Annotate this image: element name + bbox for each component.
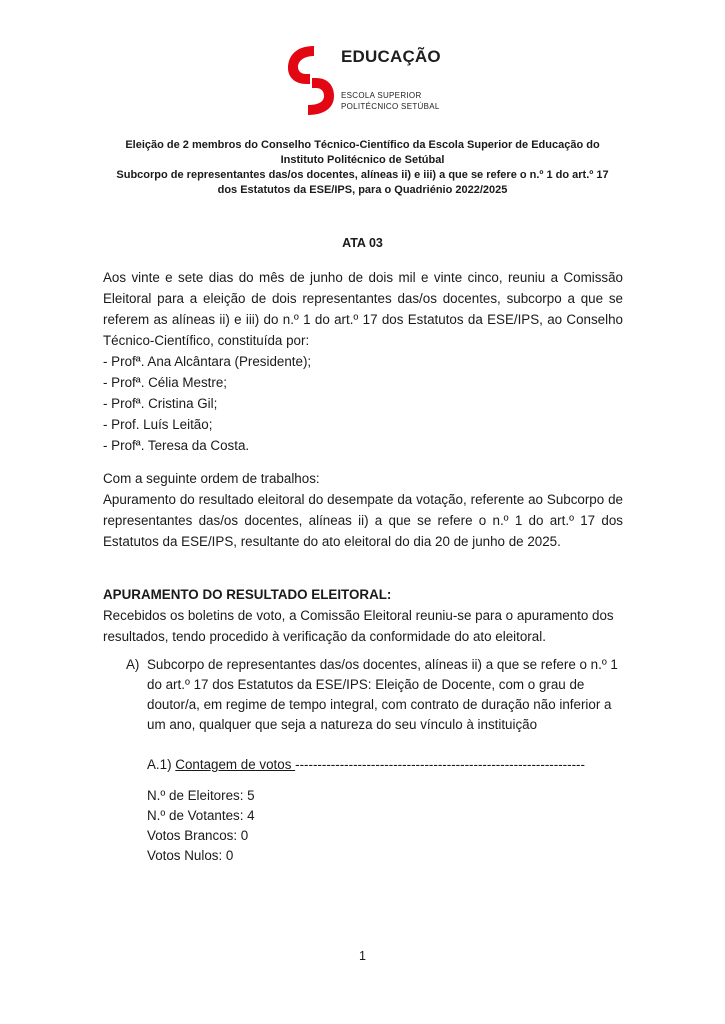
member-item: - Profª. Cristina Gil; [103, 396, 218, 411]
heading-line: Eleição de 2 membros do Conselho Técnico-Científico da Escola Superior de Educação do [125, 139, 600, 151]
heading-line: Instituto Politécnico de Setúbal [280, 154, 445, 166]
member-item: - Profª. Ana Alcântara (Presidente); [103, 354, 312, 369]
intro-section [103, 267, 623, 456]
apuramento-paragraph: Recebidos os boletins de voto, a Comissão Eleitoral reuniu-se para o apuramento dos resultados, tendo procedido à verificação da conformidade do ato eleitoral. [103, 608, 614, 644]
section-title: APURAMENTO DO RESULTADO ELEITORAL: [103, 587, 392, 602]
dash-leader: ----------------------------------------------------------------- [295, 757, 585, 772]
heading-line: dos Estatutos da ESE/IPS, para o Quadriénio 2022/2025 [217, 184, 508, 196]
apuramento-section [103, 584, 623, 647]
subsection-title: Contagem de votos [175, 757, 296, 772]
logo-title: EDUCAÇÃO [341, 47, 441, 66]
page-number: 1 [359, 949, 366, 963]
ips-education-logo [286, 44, 446, 116]
logo-s-mark-icon [286, 44, 336, 116]
count-eleitores: N.º de Eleitores: 5 [147, 788, 255, 803]
member-item: - Prof. Luís Leitão; [103, 417, 213, 432]
document-heading [80, 138, 645, 198]
agenda-label: Com a seguinte ordem de trabalhos: [103, 471, 320, 486]
count-votantes: N.º de Votantes: 4 [147, 808, 255, 823]
subsection-number: A.1) [147, 757, 176, 772]
list-marker: A) [126, 657, 140, 672]
heading-line: Subcorpo de representantes das/os docentes, alíneas ii) e iii) a que se refere o n.º 1 do art.º 17 [116, 169, 609, 181]
member-item: - Profª. Teresa da Costa. [103, 438, 250, 453]
member-item: - Profª. Célia Mestre; [103, 375, 228, 390]
count-nulos: Votos Nulos: 0 [147, 848, 234, 863]
count-brancos: Votos Brancos: 0 [147, 828, 249, 843]
agenda-paragraph: Apuramento do resultado eleitoral do desempate da votação, referente ao Subcorpo de representantes das/os docentes, alíneas ii) a que se refere o n.º 1 do art.º 17 dos Estatutos da ESE/IPS, resultante do ato eleitoral do dia 20 de junho de 2025. [103, 492, 623, 549]
list-item-text: Subcorpo de representantes das/os docentes, alíneas ii) a que se refere o n.º 1 do art.º 17 dos Estatutos da ESE/IPS: Eleição de Docente, com o grau de doutor/a, em regime de tempo integral, com contrato de duração não inferior a um ano, qualquer que seja a natureza do seu vínculo à instituição [147, 657, 618, 732]
contagem-heading [147, 757, 617, 772]
logo-subtitle-line1: ESCOLA SUPERIOR [341, 91, 422, 100]
logo-subtitle-line2: POLITÉCNICO SETÚBAL [341, 102, 440, 111]
vote-counts [147, 786, 255, 866]
intro-paragraph: Aos vinte e sete dias do mês de junho de dois mil e vinte cinco, reuniu a Comissão Eleitoral para a eleição de dois representantes das/os docentes, subcorpo a que se referem as alíneas ii) e iii) do n.º 1 do art.º 17 dos Estatutos da ESE/IPS, ao Conselho Técnico-Científico, constituída por: [103, 270, 623, 348]
ata-title: ATA 03 [342, 236, 383, 250]
agenda-section [103, 468, 623, 552]
